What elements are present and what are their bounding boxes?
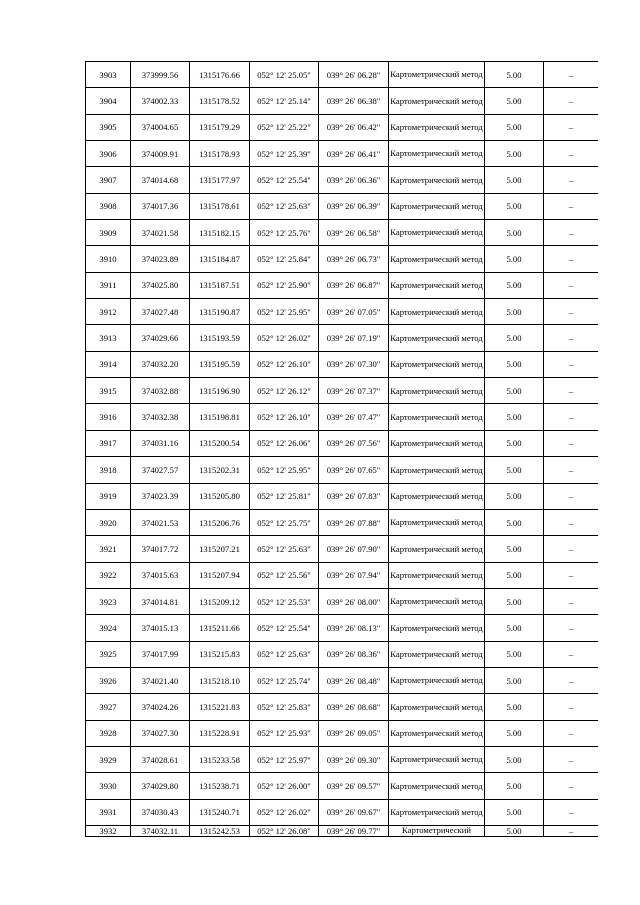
method-cell: Картометрический метод	[389, 141, 485, 167]
method-cell: Картометрический метод	[389, 562, 485, 588]
x-coordinate-cell: 374027.30	[131, 720, 190, 746]
table-row	[86, 799, 599, 825]
table-row	[86, 378, 599, 404]
note-cell: –	[544, 588, 599, 614]
method-cell: Картометрический метод	[389, 509, 485, 535]
latitude-cell: 052° 12' 25.22"	[250, 114, 319, 140]
coordinate-table	[85, 61, 598, 837]
latitude-cell: 052° 12' 25.93"	[250, 720, 319, 746]
longitude-cell: 039° 26' 06.28"	[319, 62, 389, 88]
point-number-cell: 3914	[86, 351, 131, 377]
table-row	[86, 272, 599, 298]
accuracy-cell: 5.00	[485, 641, 544, 667]
latitude-cell: 052° 12' 25.05"	[250, 62, 319, 88]
table-row	[86, 167, 599, 193]
note-cell: –	[544, 825, 599, 836]
method-cell: Картометрический метод	[389, 351, 485, 377]
accuracy-cell: 5.00	[485, 825, 544, 836]
latitude-cell: 052° 12' 25.54"	[250, 615, 319, 641]
y-coordinate-cell: 1315178.61	[190, 193, 250, 219]
note-cell: –	[544, 483, 599, 509]
note-cell: –	[544, 536, 599, 562]
method-cell: Картометрический	[389, 825, 485, 836]
latitude-cell: 052° 12' 25.95"	[250, 457, 319, 483]
y-coordinate-cell: 1315178.93	[190, 141, 250, 167]
note-cell: –	[544, 799, 599, 825]
note-cell: –	[544, 351, 599, 377]
longitude-cell: 039° 26' 06.58"	[319, 220, 389, 246]
method-cell: Картометрический метод	[389, 167, 485, 193]
note-cell: –	[544, 193, 599, 219]
table-row	[86, 114, 599, 140]
point-number-cell: 3932	[86, 825, 131, 836]
note-cell: –	[544, 694, 599, 720]
point-number-cell: 3925	[86, 641, 131, 667]
point-number-cell: 3907	[86, 167, 131, 193]
point-number-cell: 3915	[86, 378, 131, 404]
method-cell: Картометрический метод	[389, 325, 485, 351]
accuracy-cell: 5.00	[485, 62, 544, 88]
longitude-cell: 039° 26' 07.65"	[319, 457, 389, 483]
table-row	[86, 562, 599, 588]
latitude-cell: 052° 12' 26.08"	[250, 825, 319, 836]
x-coordinate-cell: 373999.56	[131, 62, 190, 88]
longitude-cell: 039° 26' 07.37"	[319, 378, 389, 404]
longitude-cell: 039° 26' 07.05"	[319, 299, 389, 325]
table-row	[86, 483, 599, 509]
accuracy-cell: 5.00	[485, 457, 544, 483]
accuracy-cell: 5.00	[485, 88, 544, 114]
longitude-cell: 039° 26' 06.38"	[319, 88, 389, 114]
point-number-cell: 3926	[86, 667, 131, 693]
note-cell: –	[544, 378, 599, 404]
x-coordinate-cell: 374021.58	[131, 220, 190, 246]
accuracy-cell: 5.00	[485, 746, 544, 772]
coordinate-table-page	[85, 61, 598, 837]
latitude-cell: 052° 12' 25.81"	[250, 483, 319, 509]
y-coordinate-cell: 1315177.97	[190, 167, 250, 193]
note-cell: –	[544, 457, 599, 483]
y-coordinate-cell: 1315200.54	[190, 430, 250, 456]
accuracy-cell: 5.00	[485, 509, 544, 535]
note-cell: –	[544, 773, 599, 799]
x-coordinate-cell: 374002.33	[131, 88, 190, 114]
x-coordinate-cell: 374009.91	[131, 141, 190, 167]
longitude-cell: 039° 26' 09.77"	[319, 825, 389, 836]
accuracy-cell: 5.00	[485, 773, 544, 799]
longitude-cell: 039° 26' 07.19"	[319, 325, 389, 351]
longitude-cell: 039° 26' 06.36"	[319, 167, 389, 193]
method-cell: Картометрический метод	[389, 378, 485, 404]
method-cell: Картометрический метод	[389, 193, 485, 219]
method-cell: Картометрический метод	[389, 114, 485, 140]
x-coordinate-cell: 374023.89	[131, 246, 190, 272]
note-cell: –	[544, 220, 599, 246]
note-cell: –	[544, 404, 599, 430]
point-number-cell: 3930	[86, 773, 131, 799]
longitude-cell: 039° 26' 06.87"	[319, 272, 389, 298]
y-coordinate-cell: 1315182.15	[190, 220, 250, 246]
latitude-cell: 052° 12' 26.00"	[250, 773, 319, 799]
y-coordinate-cell: 1315211.66	[190, 615, 250, 641]
latitude-cell: 052° 12' 25.63"	[250, 536, 319, 562]
method-cell: Картометрический метод	[389, 483, 485, 509]
accuracy-cell: 5.00	[485, 299, 544, 325]
accuracy-cell: 5.00	[485, 694, 544, 720]
x-coordinate-cell: 374017.99	[131, 641, 190, 667]
accuracy-cell: 5.00	[485, 404, 544, 430]
x-coordinate-cell: 374029.66	[131, 325, 190, 351]
y-coordinate-cell: 1315238.71	[190, 773, 250, 799]
accuracy-cell: 5.00	[485, 799, 544, 825]
table-row	[86, 509, 599, 535]
longitude-cell: 039° 26' 08.48"	[319, 667, 389, 693]
table-row	[86, 615, 599, 641]
x-coordinate-cell: 374025.80	[131, 272, 190, 298]
latitude-cell: 052° 12' 26.10"	[250, 404, 319, 430]
point-number-cell: 3916	[86, 404, 131, 430]
method-cell: Картометрический метод	[389, 615, 485, 641]
point-number-cell: 3921	[86, 536, 131, 562]
table-row	[86, 720, 599, 746]
latitude-cell: 052° 12' 25.90"	[250, 272, 319, 298]
latitude-cell: 052° 12' 25.63"	[250, 641, 319, 667]
method-cell: Картометрический метод	[389, 220, 485, 246]
x-coordinate-cell: 374032.88	[131, 378, 190, 404]
table-row	[86, 825, 599, 836]
point-number-cell: 3917	[86, 430, 131, 456]
table-row	[86, 141, 599, 167]
x-coordinate-cell: 374015.63	[131, 562, 190, 588]
accuracy-cell: 5.00	[485, 141, 544, 167]
latitude-cell: 052° 12' 25.56"	[250, 562, 319, 588]
accuracy-cell: 5.00	[485, 351, 544, 377]
point-number-cell: 3904	[86, 88, 131, 114]
accuracy-cell: 5.00	[485, 615, 544, 641]
table-row	[86, 694, 599, 720]
longitude-cell: 039° 26' 07.90"	[319, 536, 389, 562]
method-cell: Картометрический метод	[389, 404, 485, 430]
latitude-cell: 052° 12' 25.76"	[250, 220, 319, 246]
point-number-cell: 3903	[86, 62, 131, 88]
note-cell: –	[544, 509, 599, 535]
longitude-cell: 039° 26' 07.56"	[319, 430, 389, 456]
x-coordinate-cell: 374021.53	[131, 509, 190, 535]
latitude-cell: 052° 12' 25.53"	[250, 588, 319, 614]
method-cell: Картометрический метод	[389, 694, 485, 720]
accuracy-cell: 5.00	[485, 430, 544, 456]
latitude-cell: 052° 12' 26.02"	[250, 325, 319, 351]
latitude-cell: 052° 12' 25.14"	[250, 88, 319, 114]
method-cell: Картометрический метод	[389, 272, 485, 298]
method-cell: Картометрический метод	[389, 773, 485, 799]
latitude-cell: 052° 12' 26.02"	[250, 799, 319, 825]
coordinate-table-body	[86, 62, 599, 837]
y-coordinate-cell: 1315195.59	[190, 351, 250, 377]
latitude-cell: 052° 12' 26.10"	[250, 351, 319, 377]
table-row	[86, 641, 599, 667]
point-number-cell: 3913	[86, 325, 131, 351]
longitude-cell: 039° 26' 06.73"	[319, 246, 389, 272]
longitude-cell: 039° 26' 08.68"	[319, 694, 389, 720]
x-coordinate-cell: 374028.61	[131, 746, 190, 772]
point-number-cell: 3920	[86, 509, 131, 535]
table-row	[86, 220, 599, 246]
y-coordinate-cell: 1315233.58	[190, 746, 250, 772]
point-number-cell: 3918	[86, 457, 131, 483]
longitude-cell: 039° 26' 08.36"	[319, 641, 389, 667]
latitude-cell: 052° 12' 25.63"	[250, 193, 319, 219]
latitude-cell: 052° 12' 26.12"	[250, 378, 319, 404]
accuracy-cell: 5.00	[485, 272, 544, 298]
point-number-cell: 3906	[86, 141, 131, 167]
method-cell: Картометрический метод	[389, 299, 485, 325]
method-cell: Картометрический метод	[389, 799, 485, 825]
longitude-cell: 039° 26' 09.57"	[319, 773, 389, 799]
method-cell: Картометрический метод	[389, 88, 485, 114]
x-coordinate-cell: 374029.80	[131, 773, 190, 799]
longitude-cell: 039° 26' 09.30"	[319, 746, 389, 772]
y-coordinate-cell: 1315176.66	[190, 62, 250, 88]
y-coordinate-cell: 1315218.10	[190, 667, 250, 693]
table-row	[86, 667, 599, 693]
y-coordinate-cell: 1315178.52	[190, 88, 250, 114]
y-coordinate-cell: 1315207.94	[190, 562, 250, 588]
point-number-cell: 3912	[86, 299, 131, 325]
longitude-cell: 039° 26' 07.88"	[319, 509, 389, 535]
note-cell: –	[544, 272, 599, 298]
accuracy-cell: 5.00	[485, 720, 544, 746]
longitude-cell: 039° 26' 07.94"	[319, 562, 389, 588]
y-coordinate-cell: 1315207.21	[190, 536, 250, 562]
table-row	[86, 430, 599, 456]
method-cell: Картометрический метод	[389, 62, 485, 88]
note-cell: –	[544, 246, 599, 272]
y-coordinate-cell: 1315198.81	[190, 404, 250, 430]
method-cell: Картометрический метод	[389, 588, 485, 614]
method-cell: Картометрический метод	[389, 667, 485, 693]
point-number-cell: 3910	[86, 246, 131, 272]
x-coordinate-cell: 374017.36	[131, 193, 190, 219]
latitude-cell: 052° 12' 25.74"	[250, 667, 319, 693]
note-cell: –	[544, 667, 599, 693]
note-cell: –	[544, 720, 599, 746]
accuracy-cell: 5.00	[485, 114, 544, 140]
table-row	[86, 536, 599, 562]
accuracy-cell: 5.00	[485, 667, 544, 693]
latitude-cell: 052° 12' 25.75"	[250, 509, 319, 535]
y-coordinate-cell: 1315242.53	[190, 825, 250, 836]
longitude-cell: 039° 26' 09.05"	[319, 720, 389, 746]
y-coordinate-cell: 1315190.87	[190, 299, 250, 325]
latitude-cell: 052° 12' 25.84"	[250, 246, 319, 272]
table-row	[86, 351, 599, 377]
method-cell: Картометрический метод	[389, 457, 485, 483]
y-coordinate-cell: 1315228.91	[190, 720, 250, 746]
y-coordinate-cell: 1315215.83	[190, 641, 250, 667]
x-coordinate-cell: 374004.65	[131, 114, 190, 140]
x-coordinate-cell: 374017.72	[131, 536, 190, 562]
y-coordinate-cell: 1315179.29	[190, 114, 250, 140]
table-row	[86, 746, 599, 772]
y-coordinate-cell: 1315205.80	[190, 483, 250, 509]
y-coordinate-cell: 1315209.12	[190, 588, 250, 614]
point-number-cell: 3922	[86, 562, 131, 588]
y-coordinate-cell: 1315202.31	[190, 457, 250, 483]
point-number-cell: 3924	[86, 615, 131, 641]
accuracy-cell: 5.00	[485, 562, 544, 588]
x-coordinate-cell: 374024.26	[131, 694, 190, 720]
table-row	[86, 404, 599, 430]
y-coordinate-cell: 1315187.51	[190, 272, 250, 298]
accuracy-cell: 5.00	[485, 588, 544, 614]
method-cell: Картометрический метод	[389, 536, 485, 562]
method-cell: Картометрический метод	[389, 746, 485, 772]
note-cell: –	[544, 88, 599, 114]
y-coordinate-cell: 1315221.83	[190, 694, 250, 720]
latitude-cell: 052° 12' 25.97"	[250, 746, 319, 772]
y-coordinate-cell: 1315193.59	[190, 325, 250, 351]
x-coordinate-cell: 374032.11	[131, 825, 190, 836]
latitude-cell: 052° 12' 25.39"	[250, 141, 319, 167]
method-cell: Картометрический метод	[389, 246, 485, 272]
note-cell: –	[544, 746, 599, 772]
note-cell: –	[544, 615, 599, 641]
latitude-cell: 052° 12' 26.06"	[250, 430, 319, 456]
point-number-cell: 3919	[86, 483, 131, 509]
longitude-cell: 039° 26' 08.13"	[319, 615, 389, 641]
table-row	[86, 588, 599, 614]
note-cell: –	[544, 562, 599, 588]
note-cell: –	[544, 62, 599, 88]
accuracy-cell: 5.00	[485, 483, 544, 509]
note-cell: –	[544, 299, 599, 325]
accuracy-cell: 5.00	[485, 536, 544, 562]
longitude-cell: 039° 26' 06.39"	[319, 193, 389, 219]
y-coordinate-cell: 1315240.71	[190, 799, 250, 825]
note-cell: –	[544, 114, 599, 140]
x-coordinate-cell: 374023.39	[131, 483, 190, 509]
x-coordinate-cell: 374021.40	[131, 667, 190, 693]
accuracy-cell: 5.00	[485, 193, 544, 219]
note-cell: –	[544, 641, 599, 667]
x-coordinate-cell: 374014.81	[131, 588, 190, 614]
table-row	[86, 457, 599, 483]
note-cell: –	[544, 430, 599, 456]
point-number-cell: 3905	[86, 114, 131, 140]
x-coordinate-cell: 374032.20	[131, 351, 190, 377]
x-coordinate-cell: 374015.13	[131, 615, 190, 641]
table-row	[86, 773, 599, 799]
note-cell: –	[544, 325, 599, 351]
x-coordinate-cell: 374031.16	[131, 430, 190, 456]
point-number-cell: 3929	[86, 746, 131, 772]
longitude-cell: 039° 26' 06.42"	[319, 114, 389, 140]
point-number-cell: 3928	[86, 720, 131, 746]
latitude-cell: 052° 12' 25.95"	[250, 299, 319, 325]
point-number-cell: 3923	[86, 588, 131, 614]
accuracy-cell: 5.00	[485, 220, 544, 246]
table-row	[86, 246, 599, 272]
accuracy-cell: 5.00	[485, 167, 544, 193]
point-number-cell: 3908	[86, 193, 131, 219]
longitude-cell: 039° 26' 07.83"	[319, 483, 389, 509]
method-cell: Картометрический метод	[389, 641, 485, 667]
point-number-cell: 3931	[86, 799, 131, 825]
accuracy-cell: 5.00	[485, 246, 544, 272]
x-coordinate-cell: 374027.48	[131, 299, 190, 325]
accuracy-cell: 5.00	[485, 378, 544, 404]
point-number-cell: 3909	[86, 220, 131, 246]
y-coordinate-cell: 1315196.90	[190, 378, 250, 404]
table-row	[86, 62, 599, 88]
longitude-cell: 039° 26' 08.00"	[319, 588, 389, 614]
x-coordinate-cell: 374032.38	[131, 404, 190, 430]
x-coordinate-cell: 374030.43	[131, 799, 190, 825]
y-coordinate-cell: 1315184.87	[190, 246, 250, 272]
longitude-cell: 039° 26' 07.30"	[319, 351, 389, 377]
latitude-cell: 052° 12' 25.83"	[250, 694, 319, 720]
latitude-cell: 052° 12' 25.54"	[250, 167, 319, 193]
method-cell: Картометрический метод	[389, 430, 485, 456]
point-number-cell: 3911	[86, 272, 131, 298]
longitude-cell: 039° 26' 06.41"	[319, 141, 389, 167]
note-cell: –	[544, 167, 599, 193]
method-cell: Картометрический метод	[389, 720, 485, 746]
table-row	[86, 193, 599, 219]
accuracy-cell: 5.00	[485, 325, 544, 351]
longitude-cell: 039° 26' 07.47"	[319, 404, 389, 430]
table-row	[86, 88, 599, 114]
table-row	[86, 299, 599, 325]
longitude-cell: 039° 26' 09.67"	[319, 799, 389, 825]
table-row	[86, 325, 599, 351]
point-number-cell: 3927	[86, 694, 131, 720]
x-coordinate-cell: 374027.57	[131, 457, 190, 483]
y-coordinate-cell: 1315206.76	[190, 509, 250, 535]
note-cell: –	[544, 141, 599, 167]
x-coordinate-cell: 374014.68	[131, 167, 190, 193]
